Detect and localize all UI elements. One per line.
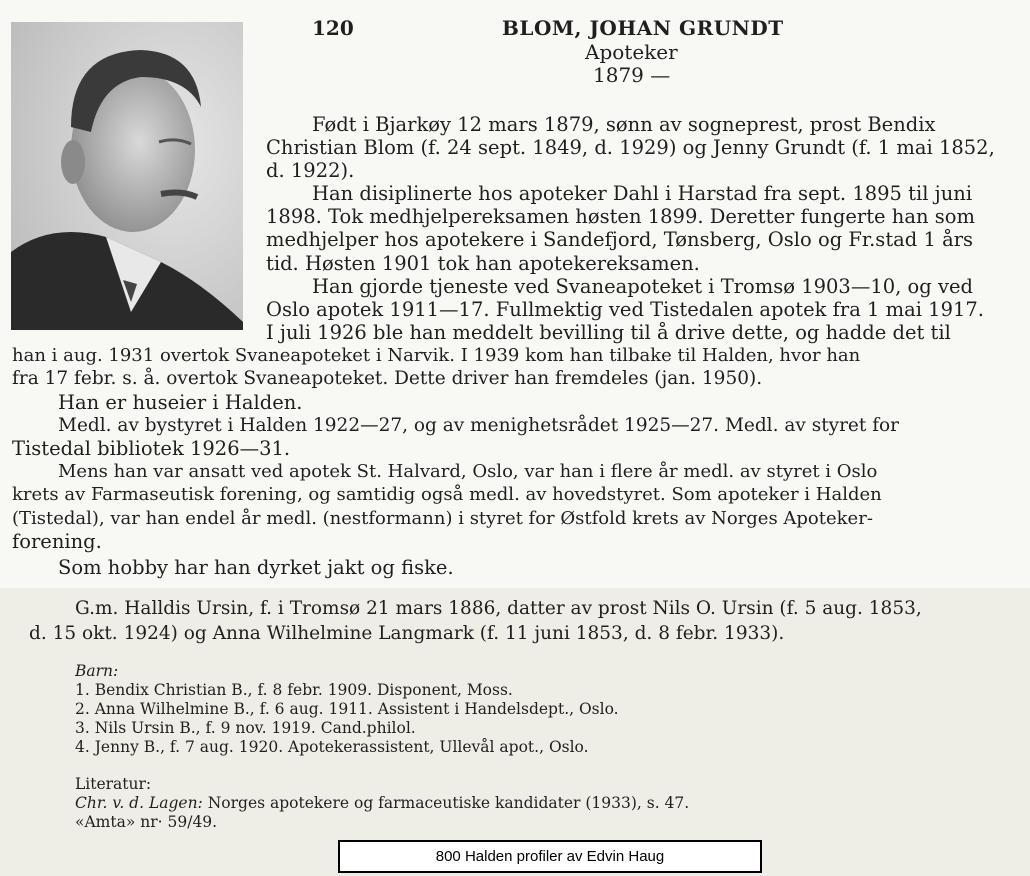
child-item: 3. Nils Ursin B., f. 9 nov. 1919. Cand.philol. [75, 719, 416, 737]
literature-ref: «Amta» nr· 59/49. [75, 813, 218, 831]
literature-heading: Literatur: [75, 775, 152, 793]
body-line: krets av Farmaseutisk forening, og samtidig også medl. av hovedstyret. Som apoteker i Halden [12, 484, 882, 505]
body-line: Født i Bjarkøy 12 mars 1879, sønn av sogneprest, prost Bendix [312, 113, 936, 136]
body-line: (Tistedal), var han endel år medl. (nestformann) i styret for Østfold krets av Norges Apoteker- [12, 508, 873, 529]
body-line: Han disiplinerte hos apoteker Dahl i Harstad fra sept. 1895 til juni [312, 182, 973, 205]
literature-author: Chr. v. d. Lagen: [75, 794, 203, 812]
body-line: d. 1922). [266, 159, 355, 182]
entry-years: 1879 — [593, 63, 671, 87]
body-line: 1898. Tok medhjelpereksamen høsten 1899. Deretter fungerte han som [266, 205, 975, 228]
children-heading: Barn: [75, 662, 119, 680]
portrait-photo-icon [11, 22, 243, 330]
entry-name: BLOM, JOHAN GRUNDT [502, 16, 784, 40]
body-line: Han gjorde tjeneste ved Svaneapoteket i Tromsø 1903—10, og ved [312, 275, 973, 298]
entry-occupation: Apoteker [585, 40, 678, 64]
marriage-line: d. 15 okt. 1924) og Anna Wilhelmine Langmark (f. 11 juni 1853, d. 8 febr. 1933). [29, 623, 785, 644]
caption-box: 800 Halden profiler av Edvin Haug [338, 840, 762, 873]
body-line: forening. [12, 530, 102, 553]
portrait-photo [11, 22, 243, 330]
body-line: Tistedal bibliotek 1926—31. [12, 437, 291, 460]
body-line: Mens han var ansatt ved apotek St. Halvard, Oslo, var han i flere år medl. av styret i Oslo [58, 461, 878, 482]
literature-work: Norges apotekere og farmaceutiske kandidater (1933), s. 47. [207, 794, 690, 812]
body-line: Medl. av bystyret i Halden 1922—27, og av menighetsrådet 1925—27. Medl. av styret for [58, 415, 900, 436]
child-item: 2. Anna Wilhelmine B., f. 6 aug. 1911. Assistent i Handelsdept., Oslo. [75, 700, 619, 718]
marriage-line: G.m. Halldis Ursin, f. i Tromsø 21 mars 1886, datter av prost Nils O. Ursin (f. 5 aug. 1853, [75, 598, 922, 619]
page-number: 120 [312, 16, 354, 40]
child-item: 4. Jenny B., f. 7 aug. 1920. Apotekerassistent, Ullevål apot., Oslo. [75, 738, 589, 756]
body-line: Christian Blom (f. 24 sept. 1849, d. 1929) og Jenny Grundt (f. 1 mai 1852, [266, 136, 995, 159]
body-line: medhjelper hos apotekere i Sandefjord, Tønsberg, Oslo og Fr.stad 1 års [266, 228, 974, 251]
body-line: I juli 1926 ble han meddelt bevilling til å drive dette, og hadde det til [266, 321, 951, 344]
body-line: fra 17 febr. s. å. overtok Svaneapoteket. Dette driver han fremdeles (jan. 1950). [12, 368, 763, 389]
literature-line [75, 793, 689, 813]
child-item: 1. Bendix Christian B., f. 8 febr. 1909. Disponent, Moss. [75, 681, 513, 699]
body-line: han i aug. 1931 overtok Svaneapoteket i Narvik. I 1939 kom han tilbake til Halden, hvor han [12, 345, 861, 366]
body-line: tid. Høsten 1901 tok han apotekereksamen. [266, 252, 700, 275]
body-line: Oslo apotek 1911—17. Fullmektig ved Tistedalen apotek fra 1 mai 1917. [266, 298, 984, 321]
body-line: Som hobby har han dyrket jakt og fiske. [58, 556, 454, 579]
body-line: Han er huseier i Halden. [58, 391, 303, 414]
